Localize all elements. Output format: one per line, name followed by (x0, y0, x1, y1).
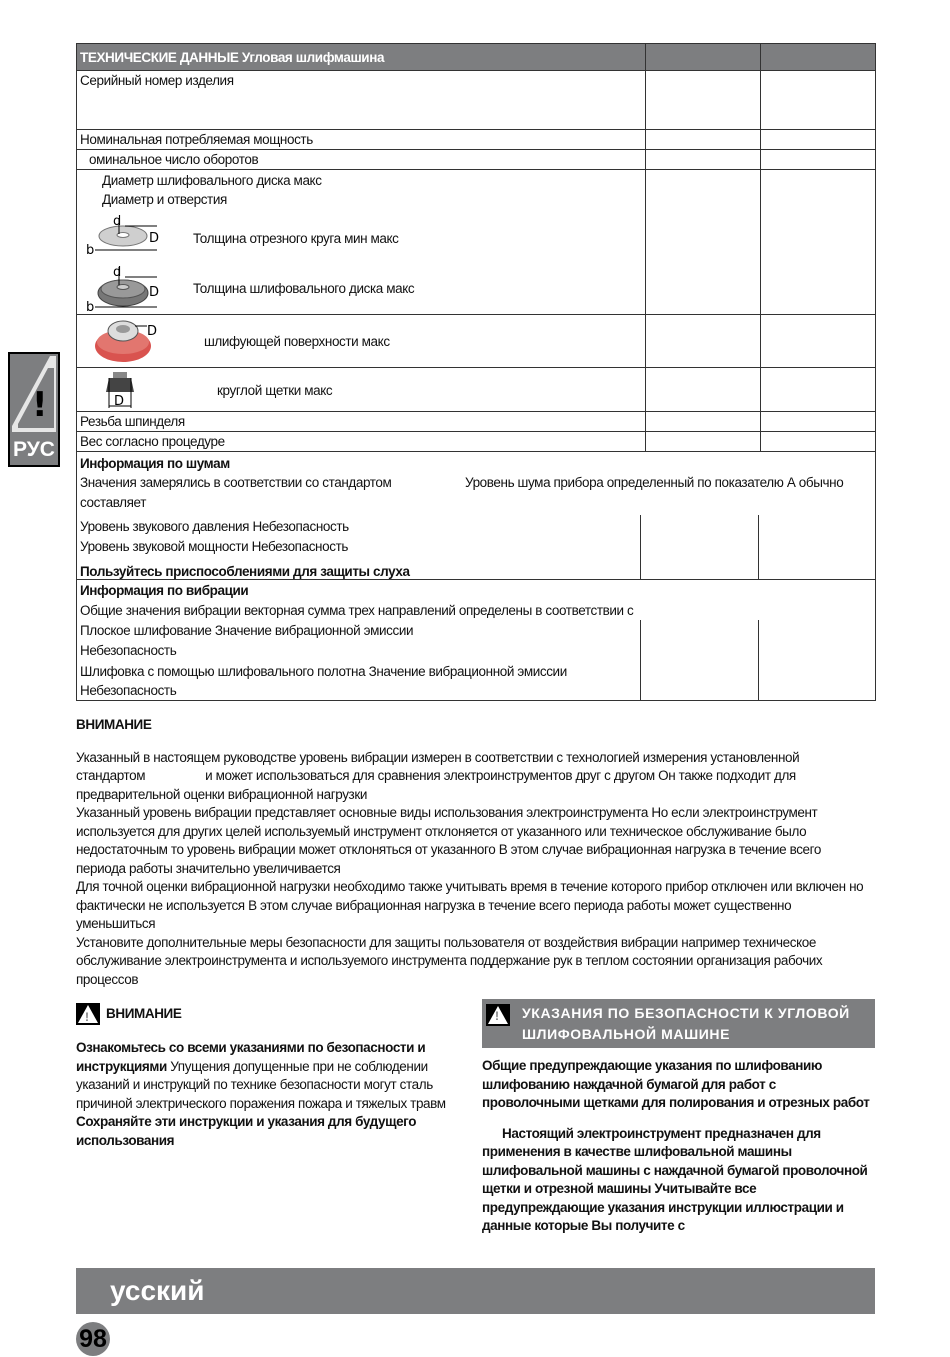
right-warning-bold2: Настоящий электроинструмент предназначен для применения в качестве шлифовальной машины шлифовальной машины с наждачной бумагой проволочной щетки и отрезной машины Учитывайте все предупреждающие указания инструкции иллюстрации и данные которые Вы получите с (482, 1125, 868, 1233)
noise-row (77, 452, 876, 580)
attention-section (76, 716, 866, 989)
footer-language: усский (110, 1275, 205, 1306)
table-row (77, 130, 876, 150)
language-side-tab (8, 352, 60, 467)
vibration-desc: Общие значения вибрации векторная сумма трех направлений определены в соответствии с (80, 603, 634, 618)
table-row (77, 368, 876, 412)
left-warning-bold2: Сохраняйте эти инструкции и указания для будущего использования (76, 1114, 417, 1148)
warning-icon (486, 1004, 510, 1026)
vibration-row (77, 580, 876, 701)
table-row (77, 432, 876, 452)
flap-disc-icon (91, 318, 161, 366)
d-label: d (113, 265, 121, 280)
D-label: D (114, 394, 124, 409)
table-row (77, 315, 876, 368)
disc-diam-label: Диаметр шлифовального диска макс (102, 173, 322, 188)
d-label: d (113, 214, 121, 229)
attention-p1d: предварительной оценки вибрационной нагрузки (76, 786, 367, 802)
left-warning-bold1: Ознакомьтесь со всеми указаниями по безопасности и инструкциями (76, 1040, 426, 1074)
vibration-flat-unc: Небезопасность (80, 643, 177, 658)
attention-p2: Указанный уровень вибрации представляет основные виды использования электроинструмента Но если электроинструмент используется для других целей используемый инструмент отклоняется от указанного или техническое обслуживание было недостаточным то уровень вибрации может отклоняться от указанного В этом случае вибрационная нагрузка в течение всего периода работы значительно увеличивается (76, 805, 822, 876)
warning-icon (10, 354, 58, 434)
table-row (77, 170, 876, 315)
left-warning-text1: Упущения допущенные при не соблюдении указаний и инструкций по технике безопасности могут сталь причиной электрического поражения пожара и тяжелых травм (76, 1058, 446, 1111)
noise-pressure: Уровень звукового давления Небезопасность (80, 519, 349, 534)
attention-p1a: Указанный в настоящем руководстве уровень вибрации измерен в соответствии с технологией измерения установленной (76, 749, 800, 765)
noise-power: Уровень звуковой мощности Небезопасность (80, 539, 348, 554)
table-title-bold: ТЕХНИЧЕСКИЕ ДАННЫЕ (80, 49, 239, 65)
attention-p4: Установите дополнительные меры безопасности для защиты пользователя от воздействия вибрации например техническое обслуживание электроинструмента и используемого инструмента поддержание рук в теплом состоянии организация рабочих процессов (76, 934, 823, 987)
right-warning-title1: УКАЗАНИЯ ПО БЕЗОПАСНОСТИ К УГЛОВОЙ (522, 1005, 850, 1021)
noise-desc-a: Значения замерялись в соответствии со стандартом (80, 475, 392, 490)
vibration-sand-unc: Небезопасность (80, 683, 177, 698)
b-label: b (86, 300, 94, 311)
page-number: 98 (76, 1322, 110, 1356)
table-row (77, 150, 876, 170)
right-warning-title2: ШЛИФОВАЛЬНОЙ МАШИНЕ (522, 1026, 731, 1042)
brush-label: круглой щетки макс (217, 383, 333, 398)
cut-thick-label: Толщина отрезного круга мин макс (193, 231, 399, 246)
side-tab-label: РУС (13, 438, 55, 461)
noise-protect: Пользуйтесь приспособлениями для защиты слуха (80, 564, 410, 579)
D-label: D (147, 324, 157, 339)
grind-surface-label: шлифующей поверхности макс (204, 334, 390, 349)
spindle-label: Резьба шпинделя (77, 412, 646, 432)
table-row (77, 412, 876, 432)
power-label: Номинальная потребляемая мощность (77, 130, 646, 150)
right-warning-bold1: Общие предупреждающие указания по шлифованию шлифованию наждачной бумагой для работ с проволочными щетками для полирования и отрезных работ (482, 1058, 870, 1110)
left-warning-title: ВНИМАНИЕ (106, 1005, 182, 1021)
D-label: D (149, 285, 159, 300)
grind-disc-icon (85, 265, 160, 311)
warning-icon (76, 1003, 100, 1025)
attention-p1c: и может использоваться для сравнения электроинструментов друг с другом Он также подходит для (205, 768, 796, 783)
attention-title: ВНИМАНИЕ (76, 717, 152, 732)
cut-disc-icon (85, 214, 160, 256)
left-warning (76, 1003, 458, 1150)
footer-language-bar (76, 1268, 875, 1314)
weight-label: Вес согласно процедуре (77, 432, 646, 452)
table-header (77, 44, 876, 71)
noise-title: Информация по шумам (80, 456, 230, 471)
serial-label: Серийный номер изделия (77, 71, 646, 130)
brush-icon (101, 370, 141, 410)
noise-desc-b: Уровень шума прибора определенный по показателю А обычно (465, 475, 844, 490)
table-row (77, 71, 876, 130)
table-title: Угловая шлифмашина (241, 49, 385, 65)
right-warning-body (482, 1057, 870, 1236)
vibration-flat: Плоское шлифование Значение вибрационной эмиссии (80, 623, 414, 638)
rpm-label: оминальное число оборотов (77, 150, 646, 170)
b-label: b (86, 243, 94, 256)
D-label: D (149, 231, 159, 246)
vibration-sand: Шлифовка с помощью шлифовального полотна Значение вибрационной эмиссии (80, 664, 567, 679)
hole-diam-label: Диаметр и отверстия (102, 192, 227, 207)
grind-thick-label: Толщина шлифовального диска макс (193, 281, 415, 296)
svg-text:!: ! (32, 385, 48, 425)
noise-desc-c: составляет (80, 495, 146, 510)
attention-p3: Для точной оценки вибрационной нагрузки необходимо также учитывать время в течение которого прибор отключен или включен но фактически не используется В этом случае вибрационная нагрузка в течение всего периода работы может существенно уменьшиться (76, 879, 864, 931)
vibration-title: Информация по вибрации (80, 583, 249, 598)
spec-table (76, 43, 876, 701)
right-warning-header (482, 999, 875, 1048)
attention-p1b: стандартом (76, 768, 146, 783)
